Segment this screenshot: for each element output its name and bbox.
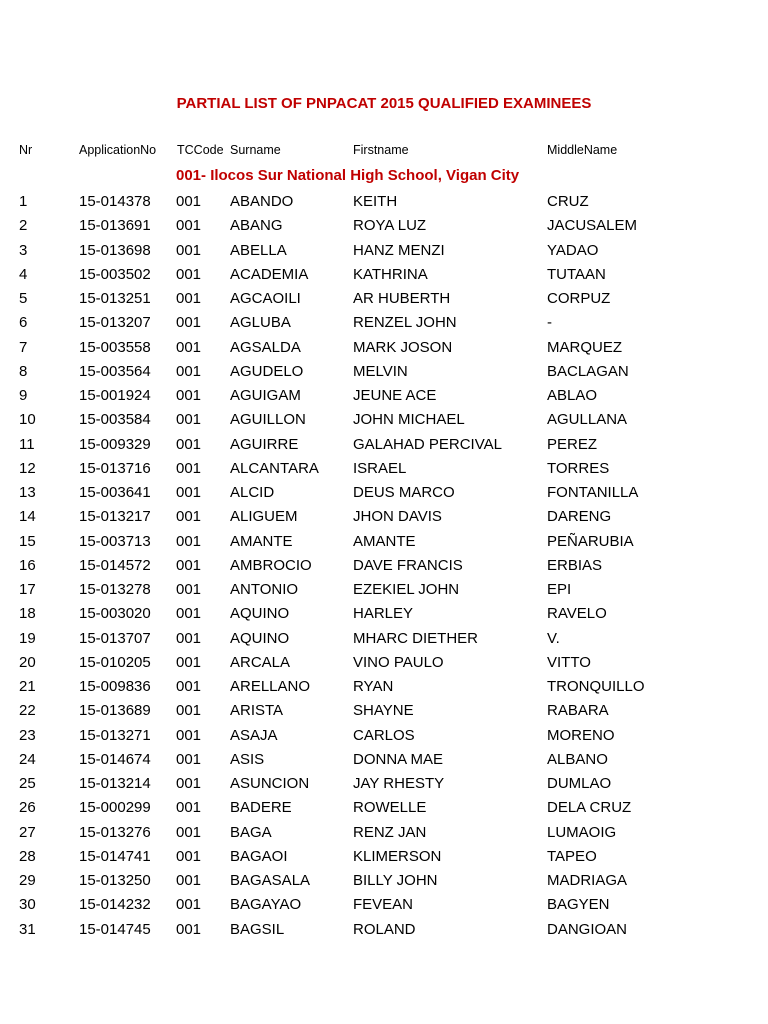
row-application-no: 15-013251 [79,290,151,307]
row-tc-code: 001 [176,702,202,720]
row-nr: 20 [19,653,36,671]
row-firstname: JAY RHESTY [353,775,445,792]
row-tc-code: 001 [176,411,202,429]
table-row [0,653,768,677]
row-surname: AGSALDA [230,338,301,356]
row-firstname: JOHN MICHAEL [353,411,465,429]
row-tc-code: 001 [176,193,202,210]
row-middlename: ALBANO [547,750,608,768]
row-firstname: JEUNE ACE [353,387,437,404]
table-row [0,871,768,895]
row-application-no: 15-003502 [79,265,151,283]
row-middlename: DELA CRUZ [547,799,632,817]
table-row [0,629,768,653]
row-nr: 19 [19,629,36,647]
row-application-no: 15-013689 [79,702,151,720]
header-surname: Surname [230,143,281,157]
row-middlename: TRONQUILLO [547,678,645,695]
table-row [0,410,768,434]
row-firstname: AR HUBERTH [353,290,451,307]
row-middlename: CRUZ [547,193,589,210]
row-application-no: 15-003641 [79,484,151,501]
row-firstname: SHAYNE [353,702,414,720]
row-nr: 29 [19,872,36,889]
table-row [0,289,768,313]
table-row [0,556,768,580]
row-middlename: PEÑARUBIA [547,532,634,550]
row-surname: ARELLANO [230,678,311,695]
row-surname: ABANG [230,217,283,235]
row-tc-code: 001 [176,678,202,695]
row-firstname: DONNA MAE [353,750,444,768]
row-tc-code: 001 [176,775,202,792]
row-middlename: DARENG [547,508,612,526]
row-middlename: CORPUZ [547,290,611,307]
row-nr: 13 [19,484,36,501]
row-surname: AGLUBA [230,314,291,332]
table-row [0,459,768,483]
row-tc-code: 001 [176,265,202,283]
row-surname: ANTONIO [230,581,299,598]
row-application-no: 15-013278 [79,581,151,598]
row-tc-code: 001 [176,872,202,889]
row-firstname: ISRAEL [353,459,407,477]
row-application-no: 15-001924 [79,387,151,404]
row-nr: 23 [19,726,36,744]
row-tc-code: 001 [176,629,202,647]
row-tc-code: 001 [176,605,202,623]
table-header [0,143,768,161]
row-firstname: VINO PAULO [353,653,444,671]
table-row [0,701,768,725]
row-application-no: 15-009329 [79,435,151,453]
table-row [0,532,768,556]
row-middlename: TUTAAN [547,265,606,283]
document-title: PARTIAL LIST OF PNPACAT 2015 QUALIFIED EXAMINEES [176,95,592,112]
row-firstname: DAVE FRANCIS [353,556,463,574]
table-row [0,750,768,774]
row-tc-code: 001 [176,314,202,332]
row-application-no: 15-010205 [79,653,151,671]
row-firstname: RENZ JAN [353,823,427,841]
row-application-no: 15-014572 [79,556,151,574]
row-tc-code: 001 [176,750,202,768]
row-middlename: MORENO [547,726,615,744]
row-application-no: 15-013276 [79,823,151,841]
row-surname: ABANDO [230,193,294,210]
row-tc-code: 001 [176,217,202,235]
row-surname: AGUILLON [230,411,306,429]
row-middlename: DANGIOAN [547,920,628,938]
header-tc-code: TCCode [177,143,224,157]
row-nr: 24 [19,750,36,768]
row-nr: 18 [19,605,36,623]
examinee-list [0,192,768,944]
table-row [0,774,768,798]
row-surname: AQUINO [230,629,290,647]
row-firstname: KATHRINA [353,265,428,283]
row-middlename: ERBIAS [547,556,603,574]
row-nr: 17 [19,581,36,598]
row-firstname: HARLEY [353,605,414,623]
row-nr: 30 [19,896,36,914]
row-surname: ABELLA [230,241,287,259]
row-middlename: BAGYEN [547,896,610,914]
row-nr: 1 [19,193,28,210]
table-row [0,677,768,701]
table-row [0,483,768,507]
row-nr: 25 [19,775,36,792]
table-row [0,823,768,847]
row-tc-code: 001 [176,241,202,259]
row-tc-code: 001 [176,484,202,501]
row-firstname: GALAHAD PERCIVAL [353,435,502,453]
row-firstname: ROLAND [353,920,416,938]
row-nr: 14 [19,508,36,526]
row-nr: 31 [19,920,36,938]
row-firstname: FEVEAN [353,896,414,914]
row-middlename: AGULLANA [547,411,628,429]
row-surname: AGUIRRE [230,435,299,453]
row-firstname: EZEKIEL JOHN [353,581,460,598]
row-application-no: 15-013698 [79,241,151,259]
row-surname: BAGA [230,823,272,841]
row-surname: ALCANTARA [230,459,319,477]
row-application-no: 15-014745 [79,920,151,938]
row-firstname: ROYA LUZ [353,217,427,235]
row-middlename: RABARA [547,702,609,720]
row-tc-code: 001 [176,290,202,307]
row-firstname: MELVIN [353,362,408,380]
row-application-no: 15-013716 [79,459,151,477]
table-row [0,604,768,628]
row-surname: AQUINO [230,605,290,623]
table-row [0,847,768,871]
header-firstname: Firstname [353,143,409,157]
row-surname: BAGASALA [230,872,311,889]
row-middlename: ABLAO [547,387,598,404]
row-nr: 7 [19,338,28,356]
row-firstname: RYAN [353,678,394,695]
row-tc-code: 001 [176,508,202,526]
row-nr: 22 [19,702,36,720]
row-application-no: 15-014378 [79,193,151,210]
row-firstname: KLIMERSON [353,847,442,865]
row-nr: 21 [19,678,36,695]
table-row [0,362,768,386]
row-middlename: VITTO [547,653,591,671]
row-middlename: FONTANILLA [547,484,639,501]
table-row [0,313,768,337]
row-application-no: 15-000299 [79,799,151,817]
row-nr: 10 [19,411,36,429]
row-firstname: HANZ MENZI [353,241,445,259]
row-surname: BAGAYAO [230,896,302,914]
row-tc-code: 001 [176,387,202,404]
row-tc-code: 001 [176,532,202,550]
row-nr: 27 [19,823,36,841]
row-application-no: 15-013214 [79,775,151,792]
row-tc-code: 001 [176,362,202,380]
row-application-no: 15-003713 [79,532,151,550]
row-tc-code: 001 [176,338,202,356]
row-nr: 16 [19,556,36,574]
row-application-no: 15-003020 [79,605,151,623]
row-surname: ARCALA [230,653,291,671]
row-middlename: - [547,314,552,332]
row-nr: 4 [19,265,28,283]
row-tc-code: 001 [176,581,202,598]
header-nr: Nr [19,143,33,157]
row-firstname: MARK JOSON [353,338,453,356]
row-firstname: CARLOS [353,726,415,744]
row-application-no: 15-013217 [79,508,151,526]
row-application-no: 15-003584 [79,411,151,429]
row-nr: 15 [19,532,36,550]
row-firstname: AMANTE [353,532,416,550]
row-middlename: MADRIAGA [547,872,628,889]
header-application-no: ApplicationNo [79,143,157,157]
table-row [0,386,768,410]
table-row [0,435,768,459]
table-row [0,507,768,531]
row-nr: 12 [19,459,36,477]
row-firstname: RENZEL JOHN [353,314,457,332]
row-tc-code: 001 [176,435,202,453]
row-firstname: KEITH [353,193,398,210]
header-middlename: MiddleName [547,143,618,157]
row-nr: 28 [19,847,36,865]
row-nr: 3 [19,241,28,259]
row-application-no: 15-013207 [79,314,151,332]
row-tc-code: 001 [176,823,202,841]
row-surname: AGUDELO [230,362,304,380]
row-application-no: 15-013271 [79,726,151,744]
row-application-no: 15-014741 [79,847,151,865]
row-middlename: TORRES [547,459,610,477]
row-middlename: YADAO [547,241,599,259]
row-tc-code: 001 [176,847,202,865]
row-surname: AGCAOILI [230,290,301,307]
row-nr: 5 [19,290,28,307]
row-middlename: EPI [547,581,572,598]
row-application-no: 15-003564 [79,362,151,380]
row-nr: 11 [19,435,35,453]
row-surname: ALCID [230,484,275,501]
row-tc-code: 001 [176,896,202,914]
table-row [0,241,768,265]
row-tc-code: 001 [176,799,202,817]
row-middlename: V. [547,629,560,647]
row-firstname: ROWELLE [353,799,427,817]
table-row [0,920,768,944]
row-tc-code: 001 [176,726,202,744]
table-row [0,216,768,240]
row-middlename: MARQUEZ [547,338,622,356]
row-nr: 26 [19,799,36,817]
row-surname: BAGSIL [230,920,285,938]
row-firstname: BILLY JOHN [353,872,438,889]
row-firstname: DEUS MARCO [353,484,455,501]
row-surname: AMANTE [230,532,293,550]
table-row [0,895,768,919]
table-row [0,580,768,604]
row-application-no: 15-014674 [79,750,151,768]
row-application-no: 15-013250 [79,872,151,889]
row-application-no: 15-014232 [79,896,151,914]
row-application-no: 15-003558 [79,338,151,356]
row-nr: 2 [19,217,28,235]
row-middlename: DUMLAO [547,775,612,792]
table-row [0,338,768,362]
row-surname: BADERE [230,799,292,817]
row-surname: ASIS [230,750,265,768]
row-nr: 9 [19,387,28,404]
row-nr: 8 [19,362,28,380]
table-row [0,265,768,289]
row-tc-code: 001 [176,653,202,671]
row-middlename: PEREZ [547,435,598,453]
row-surname: ARISTA [230,702,284,720]
row-middlename: LUMAOIG [547,823,617,841]
row-surname: ACADEMIA [230,265,309,283]
row-surname: AGUIGAM [230,387,301,404]
row-middlename: RAVELO [547,605,607,623]
row-firstname: MHARC DIETHER [353,629,479,647]
row-firstname: JHON DAVIS [353,508,442,526]
row-application-no: 15-013707 [79,629,151,647]
table-row [0,798,768,822]
row-tc-code: 001 [176,459,202,477]
row-surname: ASAJA [230,726,278,744]
row-nr: 6 [19,314,28,332]
row-surname: BAGAOI [230,847,288,865]
row-application-no: 15-009836 [79,678,151,695]
row-surname: AMBROCIO [230,556,312,574]
section-title: 001- Ilocos Sur National High School, Vigan City [176,167,520,184]
row-surname: ASUNCION [230,775,310,792]
row-middlename: JACUSALEM [547,217,638,235]
row-surname: ALIGUEM [230,508,298,526]
row-tc-code: 001 [176,556,202,574]
row-middlename: BACLAGAN [547,362,629,380]
row-tc-code: 001 [176,920,202,938]
row-application-no: 15-013691 [79,217,151,235]
row-middlename: TAPEO [547,847,597,865]
table-row [0,192,768,216]
table-row [0,726,768,750]
